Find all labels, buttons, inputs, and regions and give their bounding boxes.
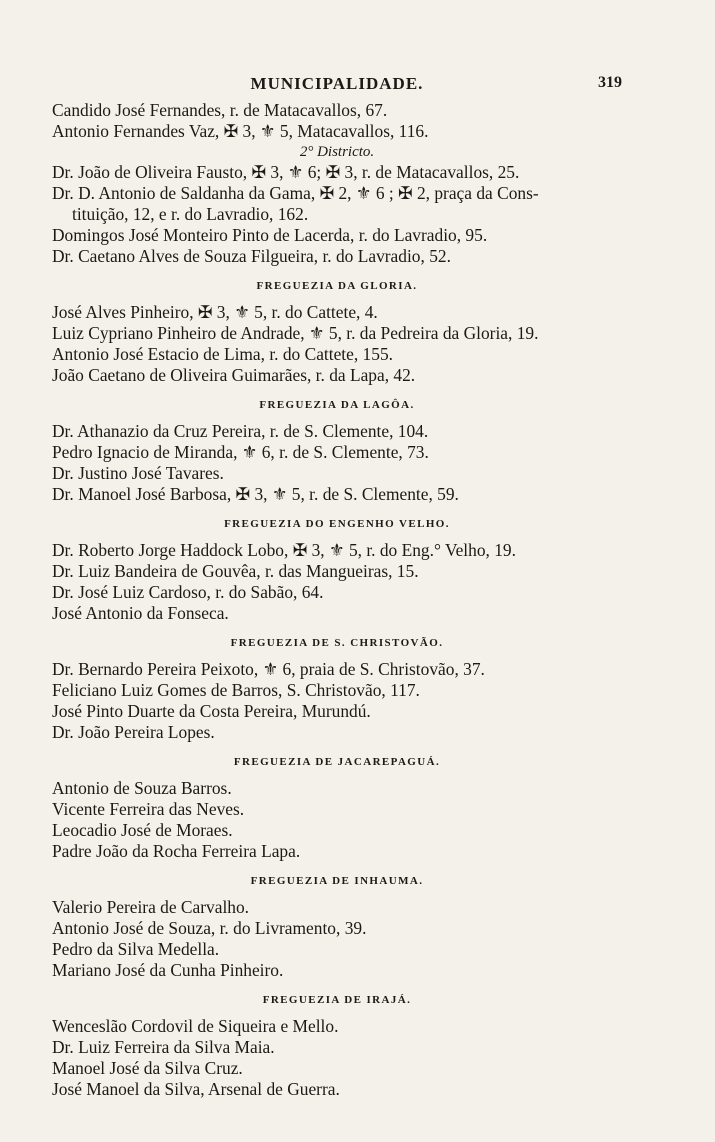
entry-line: Mariano José da Cunha Pinheiro. [52, 960, 284, 980]
parish-heading: FREGUEZIA DE JACAREPAGUÁ. [233, 756, 441, 768]
entry-line: Feliciano Luiz Gomes de Barros, S. Christovão, 117. [52, 680, 420, 700]
entry-line: Dr. Manoel José Barbosa, ✠ 3, ⚜ 5, r. de S. Clemente, 59. [52, 484, 459, 504]
section-top [52, 100, 622, 142]
parish-heading: FREGUEZIA DO ENGENHO VELHO. [224, 518, 450, 530]
entry-line: José Manoel da Silva, Arsenal de Guerra. [52, 1079, 340, 1099]
entry-line: Antonio José Estacio de Lima, r. do Cattete, 155. [52, 344, 393, 364]
entry-line: Dr. Roberto Jorge Haddock Lobo, ✠ 3, ⚜ 5, r. do Eng.° Velho, 19. [52, 540, 516, 560]
entry-line: Antonio José de Souza, r. do Livramento, 39. [52, 918, 367, 938]
section-district2 [52, 142, 622, 267]
parish-heading: FREGUEZIA DA GLORIA. [256, 280, 418, 292]
entry-line: Dr. D. Antonio de Saldanha da Gama, ✠ 2, ⚜ 6 ; ✠ 2, praça da Cons- [52, 183, 539, 203]
entry-line: Dr. Athanazio da Cruz Pereira, r. de S. Clemente, 104. [52, 421, 429, 441]
entry-line: Leocadio José de Moraes. [52, 820, 233, 840]
section-iraja [52, 992, 622, 1100]
entry-line: Dr. João Pereira Lopes. [52, 722, 215, 742]
section-jacarepagua [52, 754, 622, 862]
entry-line: Pedro Ignacio de Miranda, ⚜ 6, r. de S. Clemente, 73. [52, 442, 429, 462]
page-header [52, 74, 622, 96]
entry-line: Dr. Caetano Alves de Souza Filgueira, r. do Lavradio, 52. [52, 246, 451, 266]
parish-heading: FREGUEZIA DE INHAUMA. [250, 875, 424, 887]
section-s-christovao [52, 635, 622, 743]
section-engenho-velho [52, 516, 622, 624]
entry-line: Candido José Fernandes, r. de Matacavallos, 67. [52, 100, 388, 120]
parish-heading: FREGUEZIA DA LAGÔA. [259, 399, 415, 411]
entry-line: Domingos José Monteiro Pinto de Lacerda, r. do Lavradio, 95. [52, 225, 488, 245]
entry-line: Padre João da Rocha Ferreira Lapa. [52, 841, 301, 861]
parish-heading: FREGUEZIA DE IRAJÁ. [262, 994, 412, 1006]
entry-line: Dr. Luiz Bandeira de Gouvêa, r. das Mangueiras, 15. [52, 561, 419, 581]
section-gloria [52, 278, 622, 386]
page-content [52, 100, 622, 1100]
entry-line: Wenceslão Cordovil de Siqueira e Mello. [52, 1016, 339, 1036]
entry-line: Dr. Luiz Ferreira da Silva Maia. [52, 1037, 275, 1057]
page-title: MUNICIPALIDADE. [250, 74, 424, 93]
entry-line: Pedro da Silva Medella. [52, 939, 220, 959]
entry-line: Antonio de Souza Barros. [52, 778, 232, 798]
entry-line: José Pinto Duarte da Costa Pereira, Murundú. [52, 701, 371, 721]
parish-heading: FREGUEZIA DE S. CHRISTOVÃO. [230, 637, 444, 649]
section-inhauma [52, 873, 622, 981]
entry-line: Valerio Pereira de Carvalho. [52, 897, 250, 917]
entry-line: Vicente Ferreira das Neves. [52, 799, 245, 819]
entry-line: José Antonio da Fonseca. [52, 603, 229, 623]
entry-line: Dr. José Luiz Cardoso, r. do Sabão, 64. [52, 582, 324, 602]
entry-line: Dr. Justino José Tavares. [52, 463, 224, 483]
entry-line: João Caetano de Oliveira Guimarães, r. da Lapa, 42. [52, 365, 416, 385]
entry-continuation: tituição, 12, e r. do Lavradio, 162. [72, 204, 309, 224]
entry-line: Dr. João de Oliveira Fausto, ✠ 3, ⚜ 6; ✠ 3, r. de Matacavallos, 25. [52, 162, 520, 182]
entry-line: José Alves Pinheiro, ✠ 3, ⚜ 5, r. do Cattete, 4. [52, 302, 378, 322]
entry-line: Manoel José da Silva Cruz. [52, 1058, 243, 1078]
page-number: 319 [598, 74, 622, 91]
district-subheading: 2° Districto. [299, 144, 375, 160]
entry-line: Dr. Bernardo Pereira Peixoto, ⚜ 6, praia de S. Christovão, 37. [52, 659, 485, 679]
section-lagoa [52, 397, 622, 505]
entry-line: Antonio Fernandes Vaz, ✠ 3, ⚜ 5, Matacavallos, 116. [52, 121, 429, 141]
entry-line: Luiz Cypriano Pinheiro de Andrade, ⚜ 5, r. da Pedreira da Gloria, 19. [52, 323, 539, 343]
